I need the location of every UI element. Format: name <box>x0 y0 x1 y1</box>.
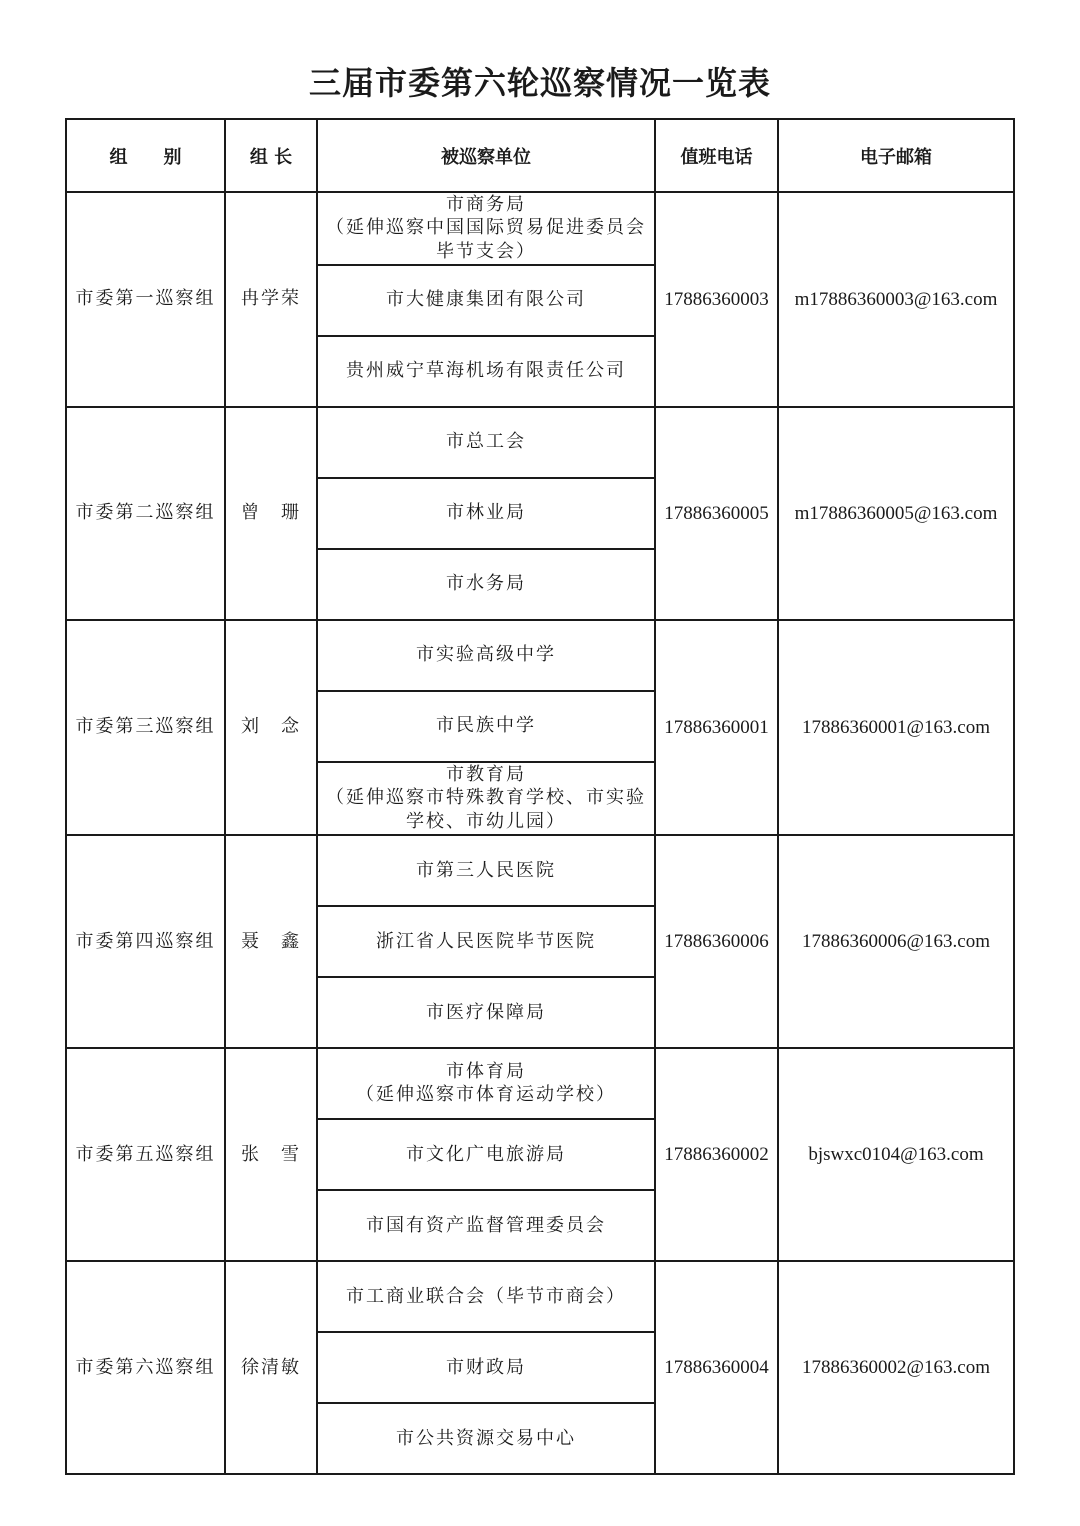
unit-cell <box>317 762 655 835</box>
unit-cell <box>317 265 655 336</box>
header-phone: 值班电话 <box>655 119 778 192</box>
table-row <box>66 835 1014 906</box>
unit-name: 市水务局 <box>446 573 526 595</box>
group-name-cell: 市委第六巡察组 <box>66 1261 225 1474</box>
leader-cell: 徐清敏 <box>225 1261 317 1474</box>
table-row <box>66 192 1014 265</box>
email-cell: m17886360005@163.com <box>778 407 1014 620</box>
inspection-table <box>65 118 1015 1475</box>
unit-cell <box>317 407 655 478</box>
unit-cell <box>317 478 655 549</box>
unit-name: 市商务局 （延伸巡察中国国际贸易促进委员会毕节支会） <box>326 194 646 262</box>
leader-cell: 冉学荣 <box>225 192 317 407</box>
leader-cell: 张 雪 <box>225 1048 317 1261</box>
group-name-cell: 市委第四巡察组 <box>66 835 225 1048</box>
unit-name: 市医疗保障局 <box>426 1001 546 1023</box>
unit-cell <box>317 977 655 1048</box>
unit-name: 市公共资源交易中心 <box>396 1427 576 1449</box>
table-row <box>66 1261 1014 1332</box>
phone-cell: 17886360003 <box>655 192 778 407</box>
phone-cell: 17886360004 <box>655 1261 778 1474</box>
phone-cell: 17886360005 <box>655 407 778 620</box>
unit-name: 市民族中学 <box>436 715 536 737</box>
page-title: 三届市委第六轮巡察情况一览表 <box>308 64 771 102</box>
unit-cell <box>317 620 655 691</box>
leader-cell: 聂 鑫 <box>225 835 317 1048</box>
unit-name: 贵州威宁草海机场有限责任公司 <box>346 360 626 382</box>
unit-cell <box>317 835 655 906</box>
unit-name: 市林业局 <box>446 502 526 524</box>
header-group: 组 别 <box>66 119 225 192</box>
unit-name: 市体育局 （延伸巡察市体育运动学校） <box>356 1060 616 1106</box>
header-leader: 组 长 <box>225 119 317 192</box>
unit-cell <box>317 1403 655 1474</box>
table-header-row <box>66 119 1014 192</box>
email-cell: bjswxc0104@163.com <box>778 1048 1014 1261</box>
unit-cell <box>317 1048 655 1119</box>
table-body <box>66 192 1014 1474</box>
unit-name: 市教育局 （延伸巡察市特殊教育学校、市实验学校、市幼儿园） <box>326 764 646 832</box>
leader-cell: 曾 珊 <box>225 407 317 620</box>
table-row <box>66 1048 1014 1119</box>
unit-cell <box>317 691 655 762</box>
unit-name: 浙江省人民医院毕节医院 <box>376 930 596 952</box>
email-cell: 17886360006@163.com <box>778 835 1014 1048</box>
unit-name: 市文化广电旅游局 <box>406 1143 566 1165</box>
unit-name: 市工商业联合会（毕节市商会） <box>346 1285 626 1307</box>
unit-cell <box>317 549 655 620</box>
unit-cell <box>317 1190 655 1261</box>
group-name-cell: 市委第五巡察组 <box>66 1048 225 1261</box>
unit-cell <box>317 1261 655 1332</box>
unit-name: 市第三人民医院 <box>416 859 556 881</box>
unit-name: 市总工会 <box>446 431 526 453</box>
table-row <box>66 407 1014 478</box>
table-row <box>66 620 1014 691</box>
unit-cell <box>317 906 655 977</box>
group-name-cell: 市委第二巡察组 <box>66 407 225 620</box>
unit-name: 市大健康集团有限公司 <box>386 289 586 311</box>
unit-cell <box>317 336 655 407</box>
group-name-cell: 市委第三巡察组 <box>66 620 225 835</box>
phone-cell: 17886360006 <box>655 835 778 1048</box>
unit-name: 市实验高级中学 <box>416 644 556 666</box>
email-cell: m17886360003@163.com <box>778 192 1014 407</box>
group-name-cell: 市委第一巡察组 <box>66 192 225 407</box>
leader-cell: 刘 念 <box>225 620 317 835</box>
phone-cell: 17886360002 <box>655 1048 778 1261</box>
unit-cell <box>317 1332 655 1403</box>
email-cell: 17886360002@163.com <box>778 1261 1014 1474</box>
unit-name: 市财政局 <box>446 1356 526 1378</box>
email-cell: 17886360001@163.com <box>778 620 1014 835</box>
header-email: 电子邮箱 <box>778 119 1014 192</box>
phone-cell: 17886360001 <box>655 620 778 835</box>
unit-cell <box>317 192 655 265</box>
unit-name: 市国有资产监督管理委员会 <box>366 1214 606 1236</box>
header-units: 被巡察单位 <box>317 119 655 192</box>
unit-cell <box>317 1119 655 1190</box>
